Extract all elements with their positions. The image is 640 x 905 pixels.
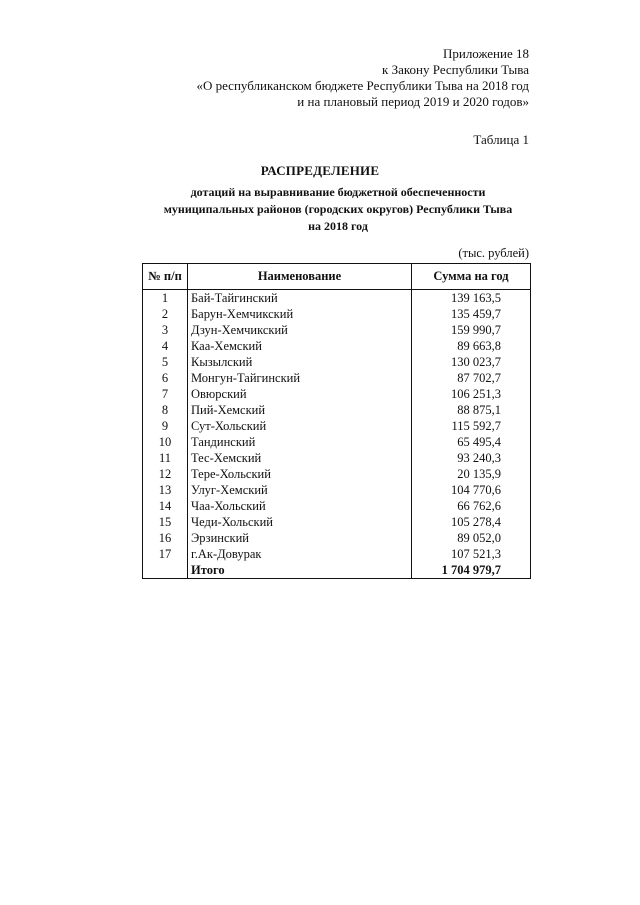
row-sum: 87 702,7	[412, 370, 531, 386]
column-header-sum: Сумма на год	[412, 264, 531, 290]
document-subtitle	[140, 184, 536, 235]
row-number: 8	[143, 402, 188, 418]
row-sum: 106 251,3	[412, 386, 531, 402]
row-name: Бай-Тайгинский	[188, 290, 412, 307]
total-number	[143, 562, 188, 579]
row-sum: 20 135,9	[412, 466, 531, 482]
table-row	[143, 322, 531, 338]
appendix-line: «О республиканском бюджете Республики Тыва на 2018 год	[196, 78, 529, 93]
table-row	[143, 514, 531, 530]
table-row	[143, 338, 531, 354]
table-row	[143, 546, 531, 562]
row-name: Кызылский	[188, 354, 412, 370]
row-number: 17	[143, 546, 188, 562]
column-header-number: № п/п	[143, 264, 188, 290]
row-number: 3	[143, 322, 188, 338]
row-name: Барун-Хемчикский	[188, 306, 412, 322]
row-number: 9	[143, 418, 188, 434]
table-row	[143, 306, 531, 322]
row-sum: 115 592,7	[412, 418, 531, 434]
row-sum: 88 875,1	[412, 402, 531, 418]
row-name: Пий-Хемский	[188, 402, 412, 418]
row-name: Сут-Хольский	[188, 418, 412, 434]
table-row	[143, 530, 531, 546]
subsidy-table	[142, 263, 531, 579]
appendix-header	[196, 46, 529, 110]
row-number: 15	[143, 514, 188, 530]
row-number: 13	[143, 482, 188, 498]
table-row	[143, 290, 531, 307]
row-number: 12	[143, 466, 188, 482]
row-sum: 104 770,6	[412, 482, 531, 498]
total-sum: 1 704 979,7	[412, 562, 531, 579]
appendix-line: к Закону Республики Тыва	[382, 62, 529, 77]
row-name: Тандинский	[188, 434, 412, 450]
table-row	[143, 370, 531, 386]
row-number: 10	[143, 434, 188, 450]
table-body	[143, 290, 531, 579]
units-label: (тыс. рублей)	[458, 246, 529, 260]
table-row	[143, 450, 531, 466]
row-number: 6	[143, 370, 188, 386]
appendix-line: Приложение 18	[442, 46, 529, 61]
row-name: Чаа-Хольский	[188, 498, 412, 514]
row-name: Эрзинский	[188, 530, 412, 546]
row-number: 11	[143, 450, 188, 466]
total-row	[143, 562, 531, 579]
row-number: 16	[143, 530, 188, 546]
row-number: 5	[143, 354, 188, 370]
table-header-row	[143, 264, 531, 290]
row-sum: 93 240,3	[412, 450, 531, 466]
row-sum: 66 762,6	[412, 498, 531, 514]
subtitle-line: дотаций на выравнивание бюджетной обеспеченности	[190, 185, 486, 199]
row-sum: 89 052,0	[412, 530, 531, 546]
row-sum: 135 459,7	[412, 306, 531, 322]
row-name: Каа-Хемский	[188, 338, 412, 354]
table-row	[143, 386, 531, 402]
row-number: 14	[143, 498, 188, 514]
table-row	[143, 482, 531, 498]
table-row	[143, 466, 531, 482]
row-sum: 105 278,4	[412, 514, 531, 530]
row-sum: 89 663,8	[412, 338, 531, 354]
row-sum: 139 163,5	[412, 290, 531, 307]
row-name: Монгун-Тайгинский	[188, 370, 412, 386]
table-number-label: Таблица 1	[473, 132, 529, 147]
column-header-name: Наименование	[188, 264, 412, 290]
table-row	[143, 498, 531, 514]
row-name: Улуг-Хемский	[188, 482, 412, 498]
row-number: 7	[143, 386, 188, 402]
row-name: Чеди-Хольский	[188, 514, 412, 530]
row-name: Тере-Хольский	[188, 466, 412, 482]
table-row	[143, 418, 531, 434]
table-row	[143, 354, 531, 370]
row-sum: 107 521,3	[412, 546, 531, 562]
row-number: 1	[143, 290, 188, 307]
row-name: Дзун-Хемчикский	[188, 322, 412, 338]
subtitle-line: на 2018 год	[308, 219, 368, 233]
row-name: г.Ак-Довурак	[188, 546, 412, 562]
row-name: Тес-Хемский	[188, 450, 412, 466]
row-number: 4	[143, 338, 188, 354]
row-sum: 130 023,7	[412, 354, 531, 370]
appendix-line: и на плановый период 2019 и 2020 годов»	[297, 94, 529, 109]
row-name: Овюрский	[188, 386, 412, 402]
table-row	[143, 402, 531, 418]
row-sum: 159 990,7	[412, 322, 531, 338]
table-row	[143, 434, 531, 450]
total-label: Итого	[188, 562, 412, 579]
row-number: 2	[143, 306, 188, 322]
subtitle-line: муниципальных районов (городских округов) Республики Тыва	[163, 202, 513, 216]
document-title: РАСПРЕДЕЛЕНИЕ	[260, 163, 380, 178]
row-sum: 65 495,4	[412, 434, 531, 450]
